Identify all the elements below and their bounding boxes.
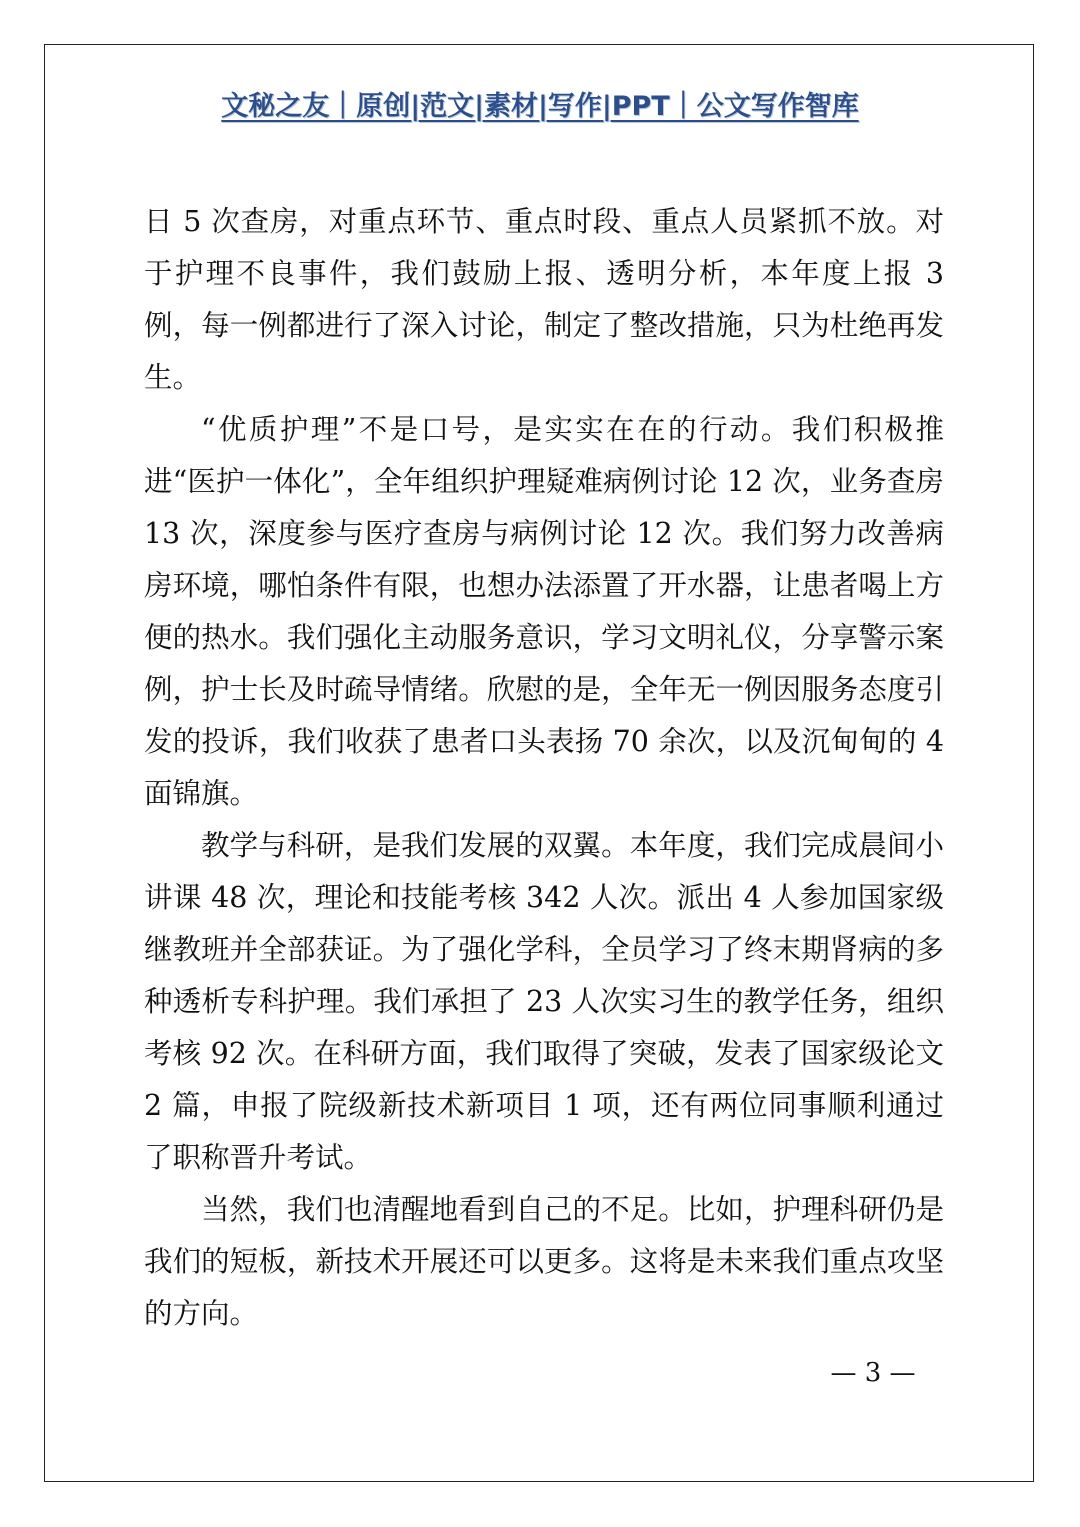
body-paragraph-1: 日 5 次查房，对重点环节、重点时段、重点人员紧抓不放。对于护理不良事件，我们鼓励上报、透明分析，本年度上报 3 例，每一例都进行了深入讨论，制定了整改措施，只为杜绝再发生。: [144, 205, 944, 394]
body-paragraph-2: “优质护理”不是口号，是实实在在的行动。我们积极推进“医护一体化”，全年组织护理疑难病例讨论 12 次，业务查房 13 次，深度参与医疗查房与病例讨论 12 次。我们努力改善病房环境，哪怕条件有限，也想办法添置了开水器，让患者喝上方便的热水。我们强化主动服务意识，学习文明礼仪，分享警示案例，护士长及时疏导情绪。欣慰的是，全年无一例因服务态度引发的投诉，我们收获了患者口头表扬 70 余次，以及沉甸甸的 4 面锦旗。: [144, 413, 944, 810]
header-title: 文秘之友｜原创|范文|素材|写作|PPT｜公文写作智库: [221, 91, 859, 122]
body-paragraph-4: 当然，我们也清醒地看到自己的不足。比如，护理科研仍是我们的短板，新技术开展还可以更多。这将是未来我们重点攻坚的方向。: [144, 1193, 944, 1330]
body-paragraph-3: 教学与科研，是我们发展的双翼。本年度，我们完成晨间小讲课 48 次，理论和技能考核 342 人次。派出 4 人参加国家级继教班并全部获证。为了强化学科，全员学习了终末期肾病的多种透析专科护理。我们承担了 23 人次实习生的教学任务，组织考核 92 次。在科研方面，我们取得了突破，发表了国家级论文 2 篇，申报了院级新技术新项目 1 项，还有两位同事顺利通过了职称晋升考试。: [144, 829, 944, 1174]
document-body: [144, 196, 944, 1340]
page-number: — 3 —: [830, 1358, 916, 1388]
